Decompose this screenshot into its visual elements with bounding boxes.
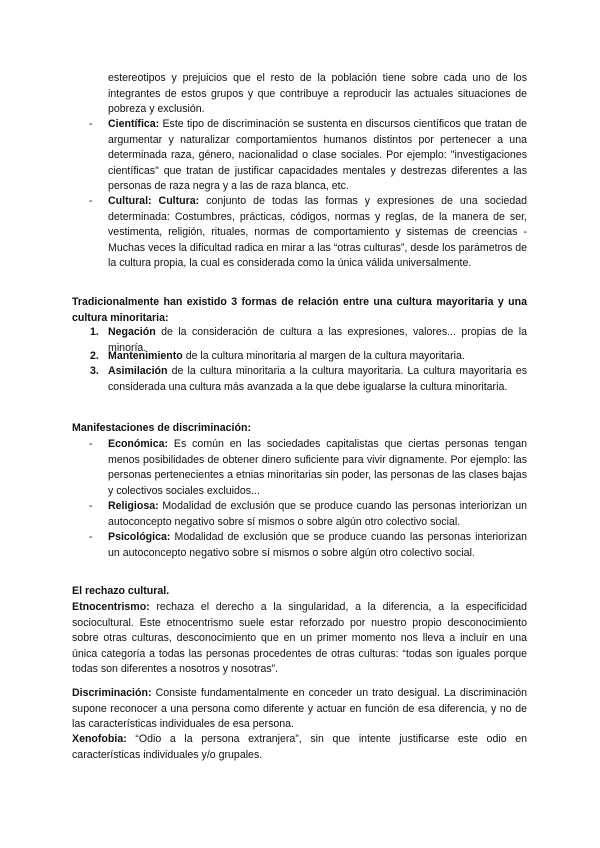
list-number: 3. [90,365,99,377]
list-item-mantenimiento [108,349,527,365]
text-economica: Es común en las sociedades capitalistas que ciertas personas tengan menos posibilidades de obtener dinero suficiente para vivir dignamente. Por ejemplo: las personas pertenecientes a etnias minoritarias sin poder, las personas de las clases bajas y colectivos sociales excluidos... [108,438,527,497]
bullet-dash: - [89,438,93,450]
item-psicologica [108,530,527,561]
text-mantenimiento: de la cultura minoritaria al margen de la cultura mayoritaria. [182,350,465,362]
text-religiosa: Modalidad de exclusión que se produce cuando las personas interiorizan un autoconcepto negativo sobre sí mismos o sobre algún otro colectivo social. [108,500,527,528]
text-asimilacion: de la cultura minoritaria a la cultura mayoritaria. La cultura mayoritaria es considerada una cultura más avanzada a la que debe igualarse la cultura minoritaria. [108,365,527,393]
item-cientifica [108,117,527,195]
text-discriminacion: Consiste fundamentalmente en conceder un trato desigual. La discriminación supone reconocer a una persona como diferente y actuar en función de esa diferencia, y no de las características individuales de esa persona. [72,687,527,730]
relacion-heading: Tradicionalmente han existido 3 formas de relación entre una cultura mayoritaria y una cultura minoritaria: [72,296,527,324]
continuation-paragraph: estereotipos y prejuicios que el resto de la población tiene sobre cada uno de los integrantes de estos grupos y que contribuye a reproducir las actuales situaciones de pobreza y exclusión. [108,72,527,115]
text-etnocentrismo: rechaza el derecho a la singularidad, a la diferencia, a la especificidad sociocultural. Este etnocentrismo suele estar reforzado por nuestro propio desconocimiento sobre otras culturas, desconocimiento que en un primer momento nos lleva a incluir en una única categoría a todas las personas procedentes de otras culturas: “todas son iguales porque todas son diferentes a nosotros y nosotras”. [72,601,527,675]
term-discriminacion: Discriminación: [72,687,152,699]
term-mantenimiento: Mantenimiento [108,350,183,362]
term-negacion: Negación [108,326,156,338]
item-religiosa [108,499,527,530]
term-psicologica: Psicológica: [108,531,171,543]
list-number: 2. [90,350,99,362]
list-number: 1. [90,326,99,338]
paragraph-discriminacion [72,686,527,733]
bullet-dash: - [89,500,93,512]
paragraph-xenofobia [72,732,527,763]
manifestaciones-heading: Manifestaciones de discriminación: [72,422,251,434]
list-item-asimilacion [108,364,527,395]
text-cientifica: Este tipo de discriminación se sustenta en discursos científicos que tratan de argumentar y naturalizar comportamientos humanos distintos por pertenecer a una determinada raza, género, nacionalidad o clase sociales. Por ejemplo: "investigaciones científicas" que tratan de justificar capacidades mentales y destrezas diferentes a las personas de raza negra y a las de raza blanca, etc. [108,118,527,192]
term-asimilacion: Asimilación [108,365,168,377]
term-cultural: Cultural: Cultura: [108,195,200,207]
paragraph-etnocentrismo [72,600,527,678]
term-cientifica: Científica: [108,118,160,130]
term-economica: Económica: [108,438,169,450]
item-economica [108,437,527,499]
bullet-dash: - [89,195,93,207]
term-xenofobia: Xenofobia: [72,733,127,745]
item-cultural [108,194,527,272]
text-cultural: conjunto de todas las formas y expresiones de una sociedad determinada: Costumbres, prácticas, códigos, normas y reglas, de la manera de ser, vestimenta, religión, rituales, normas de comportamiento y sistemas de creencias - Muchas veces la dificultad radica en mirar a las “otras culturas”, desde los parámetros de la cultura propia, la cual es considerada como la única válida universalmente. [108,195,527,269]
bullet-dash: - [89,531,93,543]
bullet-dash: - [89,118,93,130]
term-etnocentrismo: Etnocentrismo: [72,601,150,613]
rechazo-heading: El rechazo cultural. [72,585,170,597]
text-psicologica: Modalidad de exclusión que se produce cuando las personas interiorizan un autoconcepto negativo sobre sí mismos o sobre algún otro colectivo social. [108,531,527,559]
text-xenofobia: “Odio a la persona extranjera”, sin que intente justificarse este odio en características individuales y/o grupales. [72,733,527,761]
text-negacion: de la consideración de cultura a las expresiones, valores... propias de la minoría. [108,326,527,354]
term-religiosa: Religiosa: [108,500,159,512]
